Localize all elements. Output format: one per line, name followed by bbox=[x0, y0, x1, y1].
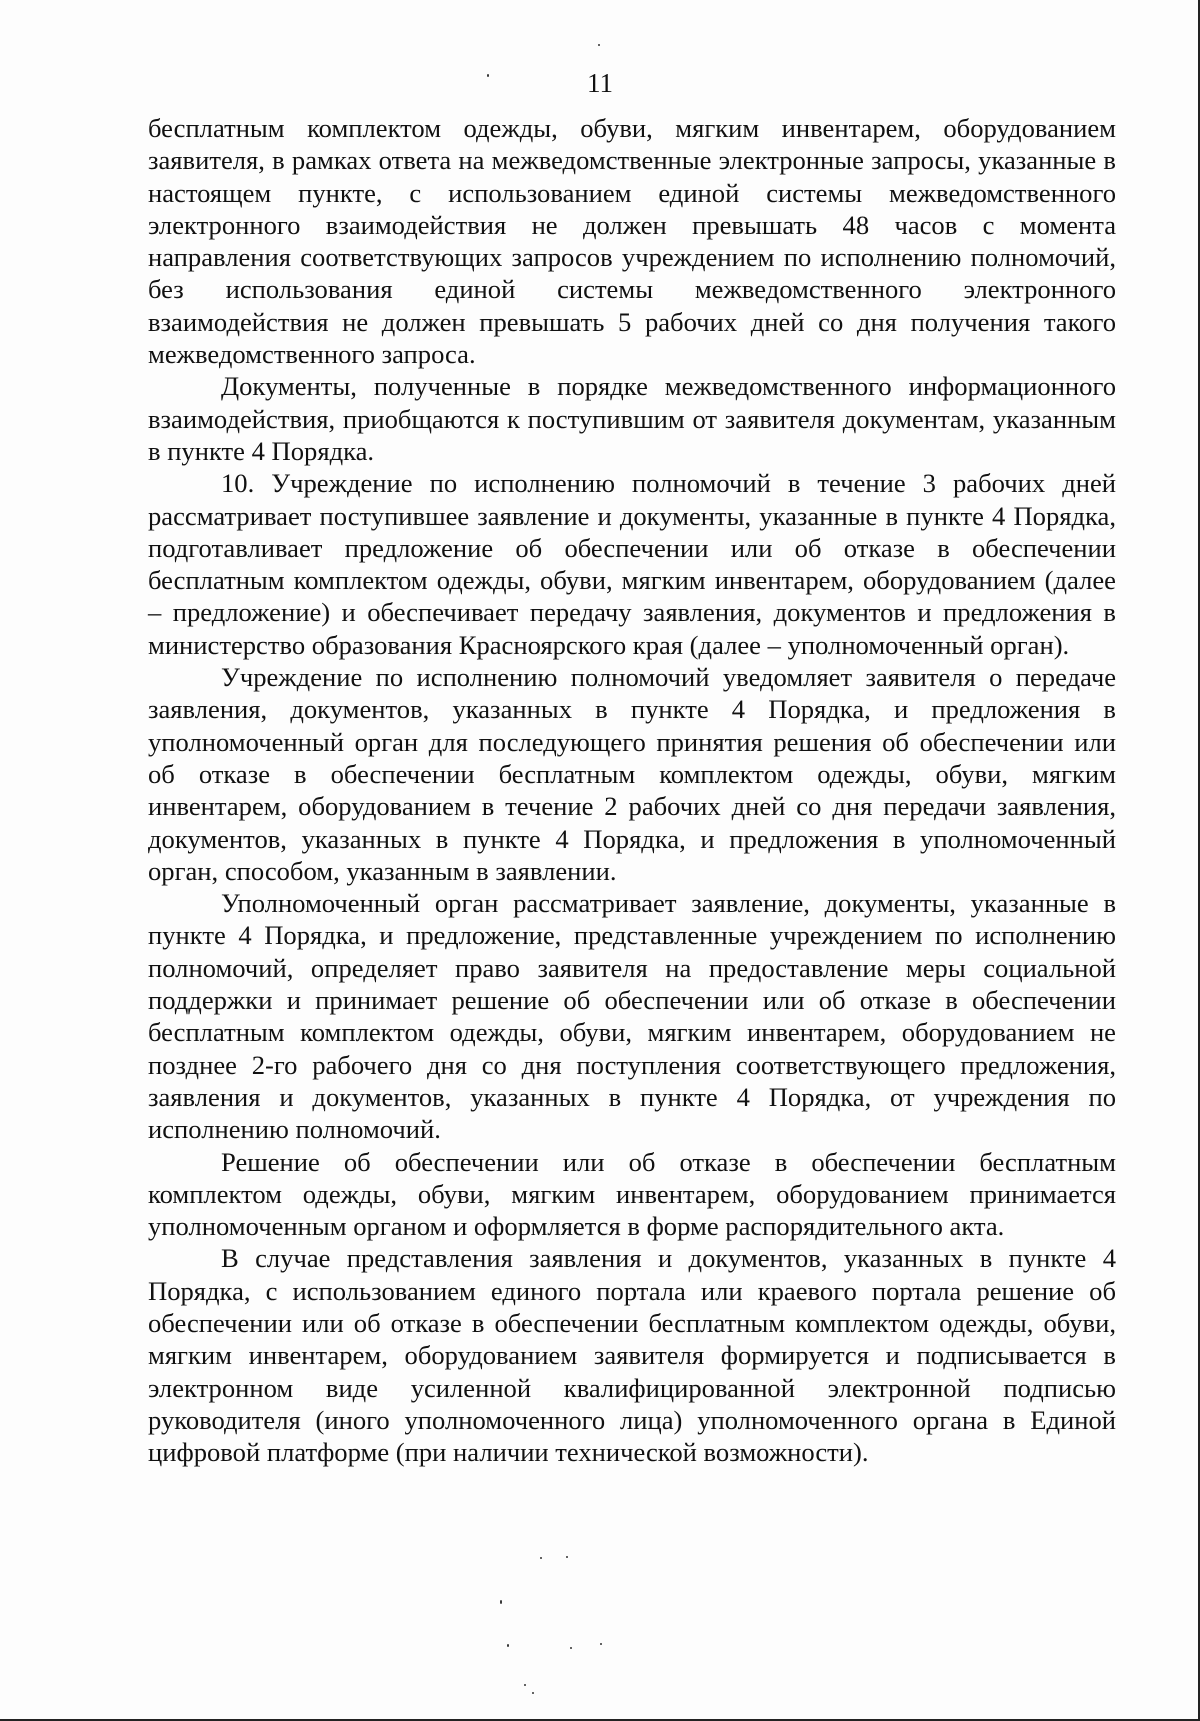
paragraph: В случае представления заявления и документов, указанных в пункте 4 Порядка, с использованием единого портала или краевого портала решение об обеспечении или об отказе в обеспечении бесплатным комплектом одежды, обуви, мягким инвентарем, оборудованием заявителя формируется и подписывается в электронном виде усиленной квалифицированной электронной подписью руководителя (иного уполномоченного лица) уполномоченного органа в Единой цифровой платформе (при наличии технической возможности). bbox=[148, 1243, 1116, 1468]
scan-speck bbox=[507, 1644, 509, 1647]
paragraph: Документы, полученные в порядке межведомственного информационного взаимодействия, приобщаются к поступившим от заявителя документам, указанным в пункте 4 Порядка. bbox=[148, 371, 1116, 466]
scan-speck bbox=[566, 1556, 568, 1558]
scan-speck bbox=[487, 74, 489, 77]
scan-speck bbox=[532, 1692, 534, 1694]
paragraph: 10. Учреждение по исполнению полномочий в течение 3 рабочих дней рассматривает поступившее заявление и документы, указанные в пункте 4 Порядка, подготавливает предложение об обеспечении или об отказе в обеспечении бесплатным комплектом одежды, обуви, мягким инвентарем, оборудованием (далее – предложение) и обеспечивает передачу заявления, документов и предложения в министерство образования Красноярского края (далее – уполномоченный орган). bbox=[148, 468, 1116, 660]
scan-speck bbox=[598, 44, 600, 46]
paragraph: Учреждение по исполнению полномочий уведомляет заявителя о передаче заявления, документов, указанных в пункте 4 Порядка, и предложения в уполномоченный орган для последующего принятия решения об обеспечении или об отказе в обеспечении бесплатным комплектом одежды, обуви, мягким инвентарем, оборудованием в течение 2 рабочих дней со дня передачи заявления, документов, указанных в пункте 4 Порядка, и предложения в уполномоченный орган, способом, указанным в заявлении. bbox=[148, 662, 1116, 886]
scan-speck bbox=[600, 1643, 602, 1645]
scan-speck bbox=[570, 1647, 572, 1649]
scan-speck bbox=[524, 1684, 526, 1686]
page-number: 11 bbox=[587, 68, 613, 98]
scan-speck bbox=[500, 1600, 502, 1604]
document-body bbox=[148, 112, 1116, 1468]
paragraph: Решение об обеспечении или об отказе в обеспечении бесплатным комплектом одежды, обуви, мягким инвентарем, оборудованием принимается уполномоченным органом и оформляется в форме распорядительного акта. bbox=[148, 1146, 1116, 1242]
paragraph: бесплатным комплектом одежды, обуви, мягким инвентарем, оборудованием заявителя, в рамках ответа на межведомственные электронные запросы, указанные в настоящем пункте, с использованием единой системы межведомственного электронного взаимодействия не должен превышать 48 часов с момента направления соответствующих запросов учреждением по исполнению полномочий, без использования единой системы межведомственного электронного взаимодействия не должен превышать 5 рабочих дней со дня получения такого межведомственного запроса. bbox=[148, 113, 1116, 370]
scan-speck bbox=[540, 1557, 542, 1559]
paragraph: Уполномоченный орган рассматривает заявление, документы, указанные в пункте 4 Порядка, и предложение, представленные учреждением по исполнению полномочий, определяет право заявителя на предоставление меры социальной поддержки и принимает решение об обеспечении или об отказе в обеспечении бесплатным комплектом одежды, обуви, мягким инвентарем, оборудованием не позднее 2-го рабочего дня со дня поступления соответствующего предложения, заявления и документов, указанных в пункте 4 Порядка, от учреждения по исполнению полномочий. bbox=[148, 888, 1116, 1145]
